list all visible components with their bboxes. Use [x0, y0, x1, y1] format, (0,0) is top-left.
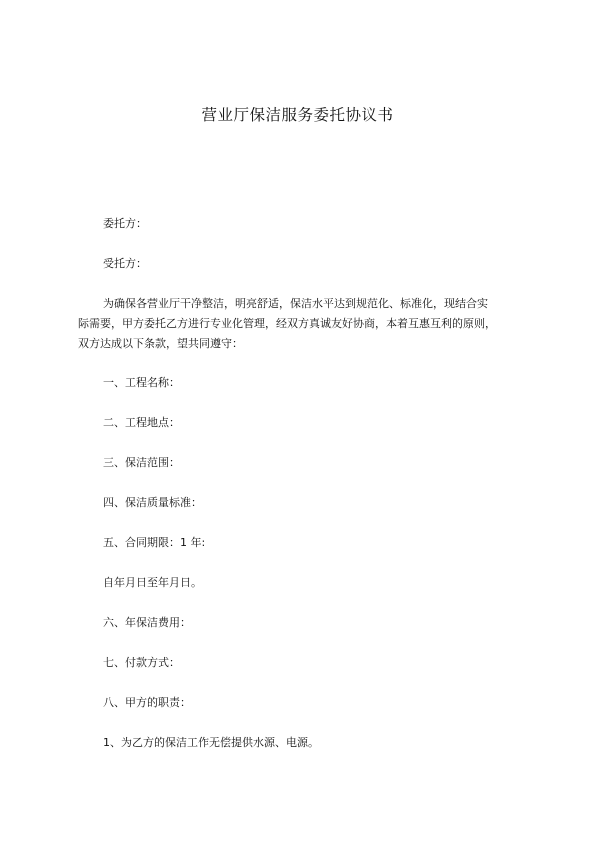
clause-payment-method: 七、付款方式： [103, 656, 180, 669]
clause-cleaning-scope: 三、保洁范围： [103, 456, 180, 469]
client-label: 委托方： [103, 217, 147, 230]
duty-item-1: 1、为乙方的保洁工作无偿提供水源、电源。 [103, 736, 319, 749]
document-title: 营业厅保洁服务委托协议书 [201, 106, 394, 124]
clause-project-name: 一、工程名称： [103, 376, 180, 389]
clause-party-a-duties: 八、甲方的职责： [103, 696, 191, 709]
clause-contract-term: 五、合同期限：1 年: [103, 536, 206, 549]
contractor-label: 受托方： [103, 257, 147, 270]
contract-date-range: 自年月日至年月日。 [103, 576, 202, 589]
intro-line: 际需要，甲方委托乙方进行专业化管理，经双方真诚友好协商，本着互惠互利的原则， [78, 317, 496, 330]
intro-paragraph [78, 294, 540, 354]
clause-quality-standard: 四、保洁质量标准： [103, 496, 202, 509]
intro-line: 为确保各营业厅干净整洁，明亮舒适，保洁水平达到规范化、标准化，现结合实 [103, 297, 488, 310]
clause-project-location: 二、工程地点： [103, 416, 180, 429]
intro-line: 双方达成以下条款，望共同遵守： [78, 337, 243, 350]
clause-annual-fee: 六、年保洁费用： [103, 616, 191, 629]
